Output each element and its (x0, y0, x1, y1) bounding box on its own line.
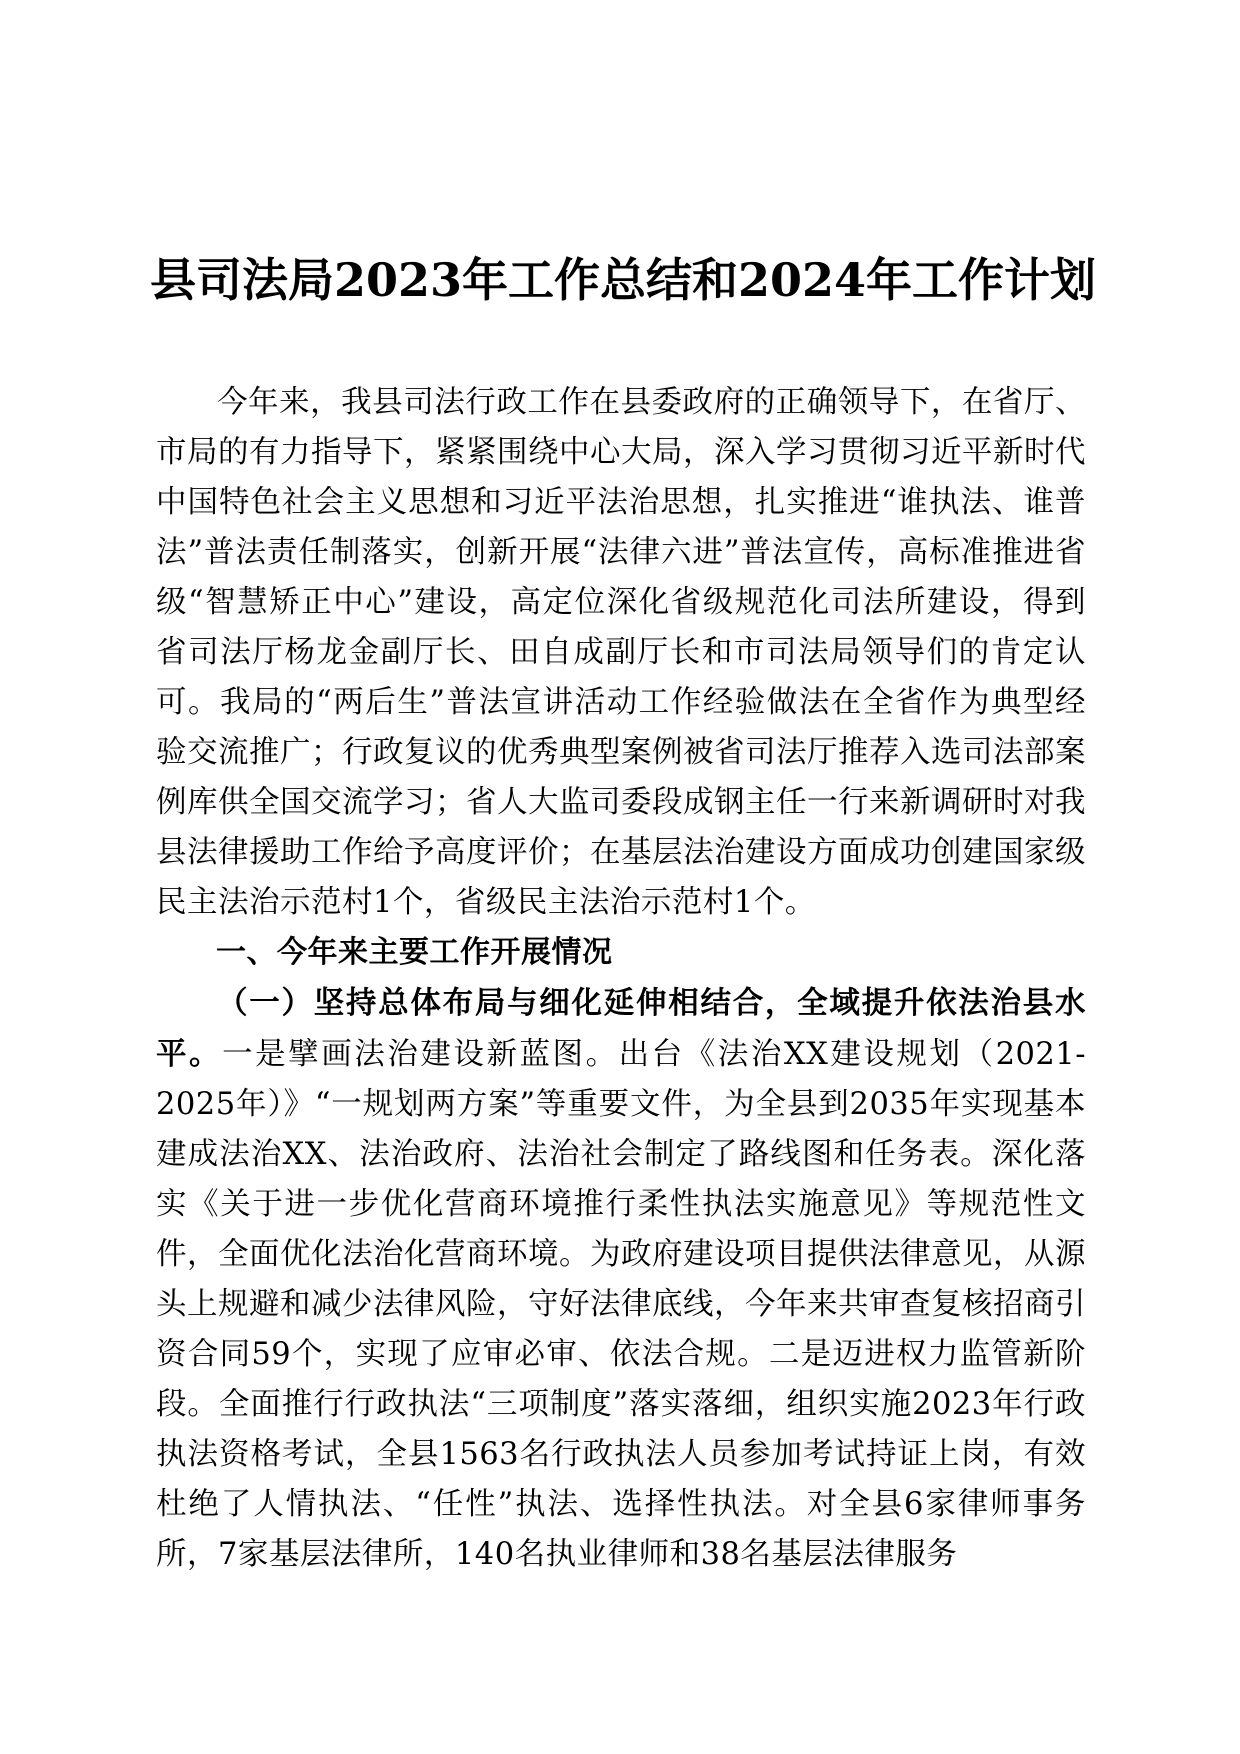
section-heading: 一、今年来主要工作开展情况 (216, 935, 613, 970)
subsection-body: 一是擘画法治建设新蓝图。出台《法治XX建设规划（2021-2025年）》“一规划两方案”等重要文件，为全县到2035年实现基本建成法治XX、法治政府、法治社会制定了路线图和任务表。深化落实《关于进一步优化营商环境推行柔性执法实施意见》等规范性文件，全面优化法治化营商环境。为政府建设项目提供法律意见，从源头上规避和减少法律风险，守好法律底线，今年来共审查复核招商引资合同59个，实现了应审必审、依法合规。二是迈进权力监管新阶段。全面推行行政执法“三项制度”落实落细，组织实施2023年行政执法资格考试，全县1563名行政执法人员参加考试持证上岗，有效杜绝了人情执法、“任性”执法、选择性执法。对全县6家律师事务所，7家基层法律所，140名执业律师和38名基层法律服务 (156, 1037, 1086, 1572)
subsection-paragraph (156, 978, 1086, 1580)
document-body (156, 378, 1086, 1580)
intro-paragraph: 今年来，我县司法行政工作在县委政府的正确领导下，在省厅、市局的有力指导下，紧紧围绕中心大局，深入学习贯彻习近平新时代中国特色社会主义思想和习近平法治思想，扎实推进“谁执法、谁普法”普法责任制落实，创新开展“法律六进”普法宣传，高标准推进省级“智慧矫正中心”建设，高定位深化省级规范化司法所建设，得到省司法厅杨龙金副厅长、田自成副厅长和市司法局领导们的肯定认可。我局的“两后生”普法宣讲活动工作经验做法在全省作为典型经验交流推广；行政复议的优秀典型案例被省司法厅推荐入选司法部案例库供全国交流学习；省人大监司委段成钢主任一行来新调研时对我县法律援助工作给予高度评价；在基层法治建设方面成功创建国家级民主法治示范村1个，省级民主法治示范村1个。 (156, 385, 1086, 920)
document-title: 县司法局2023年工作总结和2024年工作计划 (150, 253, 1097, 307)
subsection-lead: （一）坚持总体布局与细化延伸相结合，全域提升依法治县水平。 (156, 985, 1086, 1072)
